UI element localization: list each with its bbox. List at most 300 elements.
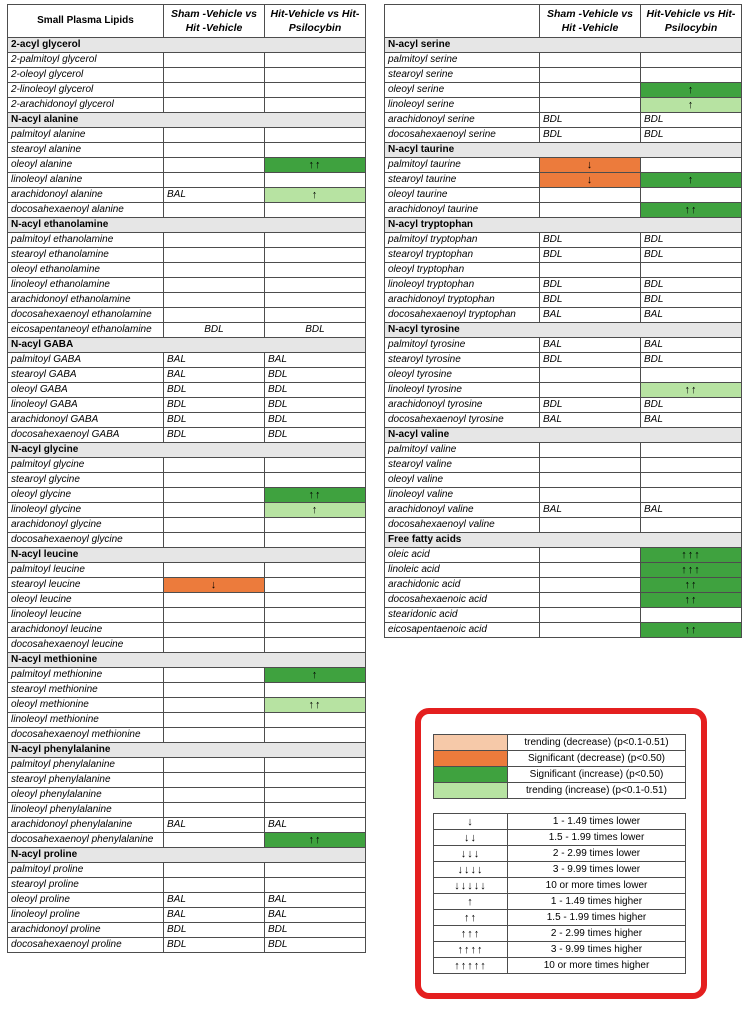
table-row xyxy=(385,458,742,473)
table-row xyxy=(385,548,742,563)
lipid-name: linoleoyl tyrosine xyxy=(385,383,540,398)
table-title: Small Plasma Lipids xyxy=(8,5,164,38)
lipid-name: stearoyl methionine xyxy=(8,683,164,698)
sham-vs-hit-cell xyxy=(164,803,265,818)
section-label: N-acyl GABA xyxy=(8,338,366,353)
sham-vs-hit-cell xyxy=(164,458,265,473)
lipid-name: oleoyl serine xyxy=(385,83,540,98)
legend-arrow-row xyxy=(434,910,686,926)
lipid-name: 2-oleoyl glycerol xyxy=(8,68,164,83)
table-row xyxy=(8,878,366,893)
sham-vs-hit-cell xyxy=(164,173,265,188)
sham-vs-hit-cell xyxy=(164,833,265,848)
table-row xyxy=(8,533,366,548)
hit-vs-psilocybin-cell xyxy=(265,53,366,68)
hit-vs-psilocybin-cell: BDL xyxy=(265,923,366,938)
lipid-name: eicosapentaneoyl ethanolamine xyxy=(8,323,164,338)
section-row xyxy=(8,443,366,458)
hit-vs-psilocybin-cell xyxy=(265,533,366,548)
sham-vs-hit-cell xyxy=(164,473,265,488)
lipid-name: linoleoyl alanine xyxy=(8,173,164,188)
table-row xyxy=(8,143,366,158)
lipid-name: arachidonoyl alanine xyxy=(8,188,164,203)
table-row xyxy=(8,323,366,338)
sham-vs-hit-cell: BAL xyxy=(540,308,641,323)
sham-vs-hit-cell xyxy=(540,368,641,383)
hit-vs-psilocybin-cell: BDL xyxy=(641,113,742,128)
table-row xyxy=(385,623,742,638)
lipid-name: palmitoyl leucine xyxy=(8,563,164,578)
lipid-name: linoleoyl glycine xyxy=(8,503,164,518)
section-label: N-acyl valine xyxy=(385,428,742,443)
hit-vs-psilocybin-cell: BDL xyxy=(641,248,742,263)
section-label: Free fatty acids xyxy=(385,533,742,548)
table-header-row xyxy=(8,5,366,38)
hit-vs-psilocybin-cell xyxy=(265,713,366,728)
lipid-name: arachidonoyl ethanolamine xyxy=(8,293,164,308)
section-row xyxy=(8,743,366,758)
hit-vs-psilocybin-cell: BAL xyxy=(641,338,742,353)
section-label: N-acyl serine xyxy=(385,38,742,53)
column-header-hit-vs-psilocybin: Hit-Vehicle vs Hit-Psilocybin xyxy=(641,5,742,38)
sham-vs-hit-cell: BDL xyxy=(540,128,641,143)
sham-vs-hit-cell xyxy=(164,53,265,68)
legend-arrow-row xyxy=(434,862,686,878)
table-row xyxy=(385,68,742,83)
sham-vs-hit-cell: BDL xyxy=(540,113,641,128)
lipid-name: oleoyl phenylalanine xyxy=(8,788,164,803)
legend-arrow-symbol: ↓↓↓↓↓ xyxy=(434,878,508,894)
sham-vs-hit-cell xyxy=(540,68,641,83)
hit-vs-psilocybin-cell xyxy=(641,443,742,458)
hit-vs-psilocybin-cell: ↑ xyxy=(641,173,742,188)
legend-arrow-label: 10 or more times higher xyxy=(508,958,686,974)
lipid-name: docosahexaenoyl leucine xyxy=(8,638,164,653)
legend-box xyxy=(415,708,707,999)
section-row xyxy=(385,428,742,443)
lipid-name: palmitoyl alanine xyxy=(8,128,164,143)
sham-vs-hit-cell: BDL xyxy=(540,293,641,308)
lipid-name: 2-palmitoyl glycerol xyxy=(8,53,164,68)
legend-color-row xyxy=(434,735,686,751)
lipid-name: stearoyl glycine xyxy=(8,473,164,488)
table-row xyxy=(8,353,366,368)
hit-vs-psilocybin-cell: BAL xyxy=(265,353,366,368)
hit-vs-psilocybin-cell xyxy=(265,98,366,113)
table-row xyxy=(385,398,742,413)
section-label: N-acyl proline xyxy=(8,848,366,863)
sham-vs-hit-cell xyxy=(164,668,265,683)
legend-color-row xyxy=(434,783,686,799)
legend-arrow-row xyxy=(434,926,686,942)
hit-vs-psilocybin-cell xyxy=(641,263,742,278)
sham-vs-hit-cell xyxy=(164,503,265,518)
table-row xyxy=(385,98,742,113)
sham-vs-hit-cell: ↓ xyxy=(540,158,641,173)
legend-arrow-label: 1.5 - 1.99 times higher xyxy=(508,910,686,926)
hit-vs-psilocybin-cell xyxy=(641,458,742,473)
sham-vs-hit-cell: BDL xyxy=(164,923,265,938)
table-row xyxy=(385,158,742,173)
section-row xyxy=(8,548,366,563)
table-row xyxy=(8,248,366,263)
sham-vs-hit-cell: BDL xyxy=(164,413,265,428)
lipid-name: docosahexaenoyl methionine xyxy=(8,728,164,743)
lipid-name: linoleoyl serine xyxy=(385,98,540,113)
left-lipid-table xyxy=(7,4,366,953)
legend-color-label: trending (increase) (p<0.1-0.51) xyxy=(508,783,686,799)
sham-vs-hit-cell xyxy=(164,158,265,173)
sham-vs-hit-cell: BAL xyxy=(164,353,265,368)
sham-vs-hit-cell: BDL xyxy=(164,383,265,398)
table-row xyxy=(385,563,742,578)
section-label: N-acyl taurine xyxy=(385,143,742,158)
hit-vs-psilocybin-cell xyxy=(265,278,366,293)
legend-arrow-label: 1.5 - 1.99 times lower xyxy=(508,830,686,846)
lipid-name: docosahexaenoyl phenylalanine xyxy=(8,833,164,848)
table-row xyxy=(385,248,742,263)
sham-vs-hit-cell xyxy=(164,83,265,98)
table-row xyxy=(8,83,366,98)
hit-vs-psilocybin-cell: ↑↑ xyxy=(265,833,366,848)
hit-vs-psilocybin-cell xyxy=(641,473,742,488)
hit-vs-psilocybin-cell xyxy=(641,368,742,383)
sham-vs-hit-cell xyxy=(540,263,641,278)
table-row xyxy=(8,923,366,938)
hit-vs-psilocybin-cell: BDL xyxy=(265,323,366,338)
lipid-name: palmitoyl methionine xyxy=(8,668,164,683)
legend-arrow-symbol: ↓↓↓ xyxy=(434,846,508,862)
lipid-name: oleoyl tyrosine xyxy=(385,368,540,383)
sham-vs-hit-cell xyxy=(540,578,641,593)
hit-vs-psilocybin-cell: BDL xyxy=(265,413,366,428)
sham-vs-hit-cell xyxy=(164,878,265,893)
sham-vs-hit-cell xyxy=(540,443,641,458)
table-row xyxy=(385,263,742,278)
lipid-name: oleoyl ethanolamine xyxy=(8,263,164,278)
lipid-name: oleoyl tryptophan xyxy=(385,263,540,278)
sham-vs-hit-cell xyxy=(164,713,265,728)
table-row xyxy=(8,278,366,293)
hit-vs-psilocybin-cell xyxy=(265,293,366,308)
legend-arrow-label: 10 or more times lower xyxy=(508,878,686,894)
table-row xyxy=(8,503,366,518)
hit-vs-psilocybin-cell xyxy=(265,728,366,743)
sham-vs-hit-cell: BAL xyxy=(164,368,265,383)
sham-vs-hit-cell xyxy=(164,518,265,533)
lipid-name: docosahexaenoyl tyrosine xyxy=(385,413,540,428)
legend-arrow-label: 1 - 1.49 times higher xyxy=(508,894,686,910)
lipid-name: palmitoyl valine xyxy=(385,443,540,458)
hit-vs-psilocybin-cell: ↑ xyxy=(265,188,366,203)
sham-vs-hit-cell xyxy=(540,188,641,203)
table-row xyxy=(8,608,366,623)
lipid-name: arachidonoyl glycine xyxy=(8,518,164,533)
lipid-name: docosahexaenoyl GABA xyxy=(8,428,164,443)
sham-vs-hit-cell: BDL xyxy=(164,938,265,953)
lipid-name: docosahexaenoyl tryptophan xyxy=(385,308,540,323)
hit-vs-psilocybin-cell: ↑↑ xyxy=(641,578,742,593)
table-row xyxy=(8,263,366,278)
table-row xyxy=(8,203,366,218)
lipid-name: arachidonoyl taurine xyxy=(385,203,540,218)
table-row xyxy=(8,713,366,728)
table-row xyxy=(385,203,742,218)
table-row xyxy=(385,233,742,248)
lipid-name: linoleic acid xyxy=(385,563,540,578)
hit-vs-psilocybin-cell xyxy=(265,518,366,533)
hit-vs-psilocybin-cell xyxy=(265,638,366,653)
hit-vs-psilocybin-cell: ↑ xyxy=(265,503,366,518)
sham-vs-hit-cell xyxy=(164,278,265,293)
sham-vs-hit-cell xyxy=(540,53,641,68)
sham-vs-hit-cell xyxy=(164,263,265,278)
sham-vs-hit-cell: BDL xyxy=(540,233,641,248)
lipid-name: palmitoyl tyrosine xyxy=(385,338,540,353)
lipid-name: oleoyl methionine xyxy=(8,698,164,713)
sham-vs-hit-cell: BAL xyxy=(164,893,265,908)
legend-arrow-row xyxy=(434,846,686,862)
legend-arrow-symbol: ↓ xyxy=(434,814,508,830)
sham-vs-hit-cell xyxy=(164,203,265,218)
table-row xyxy=(8,683,366,698)
sham-vs-hit-cell xyxy=(164,683,265,698)
table-row xyxy=(385,188,742,203)
legend-arrow-symbol: ↑ xyxy=(434,894,508,910)
section-row xyxy=(8,848,366,863)
table-row xyxy=(8,398,366,413)
legend-arrow-label: 3 - 9.99 times higher xyxy=(508,942,686,958)
sham-vs-hit-cell xyxy=(164,293,265,308)
hit-vs-psilocybin-cell: ↑↑ xyxy=(641,383,742,398)
sham-vs-hit-cell xyxy=(164,308,265,323)
hit-vs-psilocybin-cell xyxy=(265,308,366,323)
hit-vs-psilocybin-cell xyxy=(265,203,366,218)
table-row xyxy=(385,308,742,323)
hit-vs-psilocybin-cell xyxy=(641,68,742,83)
sham-vs-hit-cell xyxy=(540,518,641,533)
section-label: N-acyl ethanolamine xyxy=(8,218,366,233)
sham-vs-hit-cell: BAL xyxy=(540,413,641,428)
legend-swatch xyxy=(434,767,508,783)
lipid-name: stearoyl proline xyxy=(8,878,164,893)
legend-swatch xyxy=(434,783,508,799)
sham-vs-hit-cell: BAL xyxy=(164,188,265,203)
lipid-name: palmitoyl GABA xyxy=(8,353,164,368)
sham-vs-hit-cell: ↓ xyxy=(164,578,265,593)
hit-vs-psilocybin-cell xyxy=(265,263,366,278)
legend-color-label: Significant (increase) (p<0.50) xyxy=(508,767,686,783)
lipid-name: arachidonoyl serine xyxy=(385,113,540,128)
hit-vs-psilocybin-cell xyxy=(265,233,366,248)
hit-vs-psilocybin-cell: BDL xyxy=(265,428,366,443)
hit-vs-psilocybin-cell xyxy=(641,158,742,173)
legend-color-row xyxy=(434,767,686,783)
table-row xyxy=(8,188,366,203)
sham-vs-hit-cell xyxy=(164,758,265,773)
table-row xyxy=(385,83,742,98)
hit-vs-psilocybin-cell xyxy=(265,83,366,98)
hit-vs-psilocybin-cell: ↑↑ xyxy=(641,203,742,218)
hit-vs-psilocybin-cell xyxy=(641,488,742,503)
sham-vs-hit-cell: BAL xyxy=(164,908,265,923)
sham-vs-hit-cell: BAL xyxy=(540,503,641,518)
sham-vs-hit-cell xyxy=(540,383,641,398)
hit-vs-psilocybin-cell xyxy=(265,578,366,593)
table-row xyxy=(385,383,742,398)
hit-vs-psilocybin-cell: BDL xyxy=(641,278,742,293)
table-row xyxy=(8,758,366,773)
sham-vs-hit-cell: BDL xyxy=(164,323,265,338)
sham-vs-hit-cell: BDL xyxy=(540,248,641,263)
lipid-name: arachidonoyl phenylalanine xyxy=(8,818,164,833)
left-table-body xyxy=(8,38,366,953)
table-row xyxy=(385,53,742,68)
table-row xyxy=(385,278,742,293)
table-title-blank xyxy=(385,5,540,38)
sham-vs-hit-cell xyxy=(164,623,265,638)
section-label: N-acyl leucine xyxy=(8,548,366,563)
sham-vs-hit-cell xyxy=(164,773,265,788)
table-row xyxy=(385,338,742,353)
table-row xyxy=(8,368,366,383)
hit-vs-psilocybin-cell: BAL xyxy=(265,893,366,908)
hit-vs-psilocybin-cell: BAL xyxy=(265,908,366,923)
table-row xyxy=(8,158,366,173)
table-row xyxy=(8,773,366,788)
sham-vs-hit-cell xyxy=(164,608,265,623)
lipid-name: stearoyl ethanolamine xyxy=(8,248,164,263)
sham-vs-hit-cell: ↓ xyxy=(540,173,641,188)
table-row xyxy=(8,428,366,443)
table-row xyxy=(8,638,366,653)
lipid-name: stearoyl tryptophan xyxy=(385,248,540,263)
lipid-name: docosahexaenoyl alanine xyxy=(8,203,164,218)
lipid-name: oleoyl glycine xyxy=(8,488,164,503)
lipid-name: palmitoyl proline xyxy=(8,863,164,878)
legend-arrow-symbol: ↓↓↓↓ xyxy=(434,862,508,878)
lipid-name: docosahexaenoic acid xyxy=(385,593,540,608)
sham-vs-hit-cell xyxy=(540,98,641,113)
lipid-name: palmitoyl taurine xyxy=(385,158,540,173)
table-row xyxy=(8,293,366,308)
sham-vs-hit-cell xyxy=(164,788,265,803)
section-row xyxy=(385,38,742,53)
lipid-name: eicosapentaenoic acid xyxy=(385,623,540,638)
hit-vs-psilocybin-cell: BAL xyxy=(265,818,366,833)
legend-arrow-label: 2 - 2.99 times higher xyxy=(508,926,686,942)
hit-vs-psilocybin-cell xyxy=(265,608,366,623)
legend-arrow-row xyxy=(434,894,686,910)
table-row xyxy=(8,173,366,188)
lipid-name: stearoyl serine xyxy=(385,68,540,83)
hit-vs-psilocybin-cell: ↑↑ xyxy=(265,158,366,173)
section-label: N-acyl tryptophan xyxy=(385,218,742,233)
table-row xyxy=(8,833,366,848)
table-row xyxy=(8,458,366,473)
table-row xyxy=(385,518,742,533)
hit-vs-psilocybin-cell: BDL xyxy=(641,233,742,248)
section-row xyxy=(8,113,366,128)
legend-spacer xyxy=(434,799,686,814)
lipid-name: docosahexaenoyl serine xyxy=(385,128,540,143)
table-row xyxy=(8,98,366,113)
lipid-name: linoleoyl valine xyxy=(385,488,540,503)
lipid-name: linoleoyl proline xyxy=(8,908,164,923)
section-label: N-acyl glycine xyxy=(8,443,366,458)
hit-vs-psilocybin-cell: ↑↑ xyxy=(641,623,742,638)
legend-arrow-symbol: ↑↑↑ xyxy=(434,926,508,942)
lipid-name: palmitoyl tryptophan xyxy=(385,233,540,248)
table-row xyxy=(8,473,366,488)
sham-vs-hit-cell: BDL xyxy=(540,278,641,293)
hit-vs-psilocybin-cell xyxy=(265,173,366,188)
legend-color-label: Significant (decrease) (p<0.50) xyxy=(508,751,686,767)
lipid-name: stearoyl GABA xyxy=(8,368,164,383)
legend-arrow-symbol: ↑↑↑↑ xyxy=(434,942,508,958)
table-row xyxy=(8,233,366,248)
table-row xyxy=(8,893,366,908)
section-label: N-acyl methionine xyxy=(8,653,366,668)
table-row xyxy=(8,788,366,803)
sham-vs-hit-cell xyxy=(164,248,265,263)
table-row xyxy=(385,593,742,608)
sham-vs-hit-cell xyxy=(540,563,641,578)
section-row xyxy=(385,218,742,233)
sham-vs-hit-cell xyxy=(164,143,265,158)
legend-arrow-label: 3 - 9.99 times lower xyxy=(508,862,686,878)
lipid-name: arachidonoyl valine xyxy=(385,503,540,518)
hit-vs-psilocybin-cell xyxy=(265,248,366,263)
right-lipid-table xyxy=(384,4,742,638)
section-row xyxy=(8,653,366,668)
sham-vs-hit-cell xyxy=(540,203,641,218)
hit-vs-psilocybin-cell xyxy=(641,608,742,623)
sham-vs-hit-cell xyxy=(164,488,265,503)
lipid-name: palmitoyl ethanolamine xyxy=(8,233,164,248)
table-row xyxy=(8,128,366,143)
hit-vs-psilocybin-cell: ↑ xyxy=(641,83,742,98)
lipid-name: arachidonic acid xyxy=(385,578,540,593)
sham-vs-hit-cell xyxy=(164,563,265,578)
hit-vs-psilocybin-cell: ↑ xyxy=(265,668,366,683)
legend-color-row xyxy=(434,751,686,767)
lipid-name: oleoyl valine xyxy=(385,473,540,488)
hit-vs-psilocybin-cell: BDL xyxy=(641,128,742,143)
table-row xyxy=(385,113,742,128)
section-row xyxy=(385,143,742,158)
legend-arrow-row xyxy=(434,830,686,846)
section-label: N-acyl phenylalanine xyxy=(8,743,366,758)
hit-vs-psilocybin-cell xyxy=(265,128,366,143)
hit-vs-psilocybin-cell xyxy=(265,143,366,158)
lipid-name: linoleoyl methionine xyxy=(8,713,164,728)
table-row xyxy=(8,488,366,503)
legend-arrow-row xyxy=(434,958,686,974)
hit-vs-psilocybin-cell: ↑↑↑ xyxy=(641,548,742,563)
lipid-name: docosahexaenoyl ethanolamine xyxy=(8,308,164,323)
hit-vs-psilocybin-cell: BDL xyxy=(641,398,742,413)
lipid-name: palmitoyl glycine xyxy=(8,458,164,473)
section-row xyxy=(385,323,742,338)
lipid-name: palmitoyl phenylalanine xyxy=(8,758,164,773)
hit-vs-psilocybin-cell: BAL xyxy=(641,308,742,323)
table-row xyxy=(8,413,366,428)
table-row xyxy=(385,173,742,188)
hit-vs-psilocybin-cell xyxy=(265,878,366,893)
section-row xyxy=(385,533,742,548)
hit-vs-psilocybin-cell xyxy=(265,593,366,608)
